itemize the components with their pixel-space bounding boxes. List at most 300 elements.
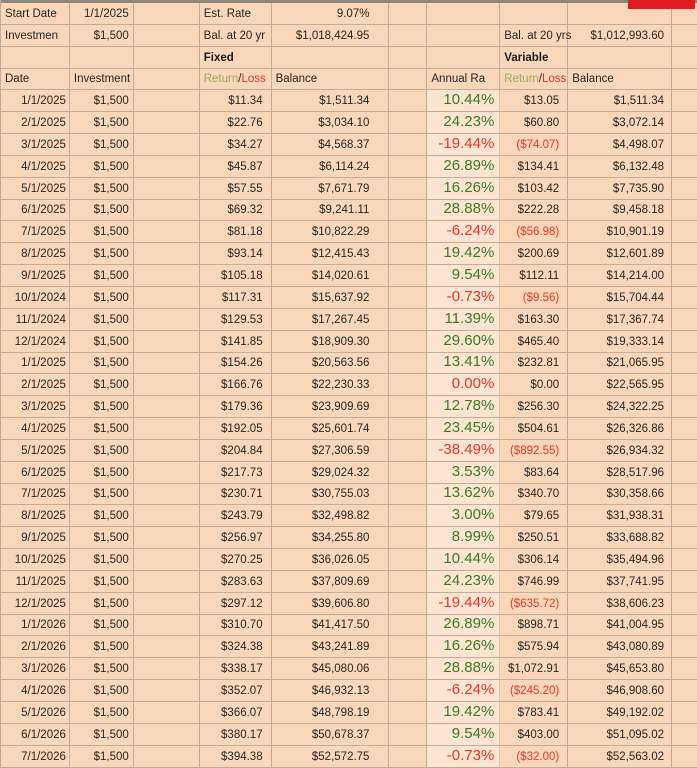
- cell-date[interactable]: 12/1/2025: [1, 593, 70, 614]
- cell-empty[interactable]: [389, 112, 427, 133]
- cell-variable-balance[interactable]: $15,704.44: [568, 287, 672, 308]
- cell-empty[interactable]: [672, 418, 697, 439]
- col-header-fixed-return-loss[interactable]: [200, 69, 272, 90]
- cell-fixed-return[interactable]: $204.84: [200, 440, 272, 461]
- cell-variable-return[interactable]: $79.65: [500, 505, 568, 526]
- cell-annual-rate[interactable]: 9.54%: [427, 265, 500, 286]
- cell-fixed-return[interactable]: $338.17: [200, 658, 272, 679]
- cell-fixed-return[interactable]: $297.12: [200, 593, 272, 614]
- cell-variable-return[interactable]: $746.99: [500, 571, 568, 592]
- cell-fixed-balance[interactable]: $17,267.45: [272, 309, 390, 330]
- col-header-fixed-balance[interactable]: Balance: [272, 69, 390, 90]
- cell-investment[interactable]: $1,500: [70, 418, 134, 439]
- cell-fixed-return[interactable]: $81.18: [200, 221, 272, 242]
- cell-investment[interactable]: $1,500: [70, 353, 134, 374]
- cell-investment[interactable]: $1,500: [70, 527, 134, 548]
- cell-investment[interactable]: $1,500: [70, 243, 134, 264]
- cell-annual-rate[interactable]: 13.62%: [427, 484, 500, 505]
- cell-fixed-return[interactable]: $217.73: [200, 462, 272, 483]
- cell-empty[interactable]: [134, 90, 200, 111]
- cell-start-date-label[interactable]: Start Date: [1, 3, 70, 24]
- cell-empty[interactable]: [389, 571, 427, 592]
- cell-fixed-balance[interactable]: $50,678.37: [272, 724, 390, 745]
- cell-empty[interactable]: [427, 3, 500, 24]
- cell-date[interactable]: 7/1/2026: [1, 746, 70, 767]
- cell-fixed-balance[interactable]: $39,606.80: [272, 593, 390, 614]
- cell-fixed-return[interactable]: $270.25: [200, 549, 272, 570]
- cell-annual-rate[interactable]: 8.99%: [427, 527, 500, 548]
- cell-empty[interactable]: [427, 47, 500, 68]
- cell-fixed-return[interactable]: $154.26: [200, 353, 272, 374]
- cell-investment[interactable]: $1,500: [70, 331, 134, 352]
- cell-annual-rate[interactable]: 26.89%: [427, 156, 500, 177]
- cell-fixed-balance[interactable]: $52,572.75: [272, 746, 390, 767]
- cell-fixed-balance[interactable]: $15,637.92: [272, 287, 390, 308]
- cell-fixed-return[interactable]: $166.76: [200, 374, 272, 395]
- cell-empty[interactable]: [134, 484, 200, 505]
- cell-date[interactable]: 3/1/2025: [1, 396, 70, 417]
- cell-fixed-balance[interactable]: $18,909.30: [272, 331, 390, 352]
- cell-empty[interactable]: [134, 243, 200, 264]
- cell-est-rate-label[interactable]: Est. Rate: [200, 3, 272, 24]
- cell-empty[interactable]: [389, 265, 427, 286]
- cell-fixed-balance[interactable]: $3,034.10: [272, 112, 390, 133]
- cell-annual-rate[interactable]: -19.44%: [427, 134, 500, 155]
- cell-date[interactable]: 1/1/2026: [1, 615, 70, 636]
- col-header-annual-rate[interactable]: Annual Ra: [427, 69, 500, 90]
- cell-empty[interactable]: [568, 47, 672, 68]
- cell-empty[interactable]: [389, 527, 427, 548]
- cell-empty[interactable]: [672, 636, 697, 657]
- cell-empty[interactable]: [134, 134, 200, 155]
- cell-fixed-balance[interactable]: $41,417.50: [272, 615, 390, 636]
- cell-variable-return[interactable]: $60.80: [500, 112, 568, 133]
- cell-fixed-return[interactable]: $34.27: [200, 134, 272, 155]
- cell-empty[interactable]: [134, 287, 200, 308]
- col-header-date[interactable]: Date: [1, 69, 70, 90]
- cell-empty[interactable]: [389, 353, 427, 374]
- cell-annual-rate[interactable]: -6.24%: [427, 680, 500, 701]
- cell-fixed-return[interactable]: $57.55: [200, 178, 272, 199]
- cell-investment[interactable]: $1,500: [70, 702, 134, 723]
- cell-fixed-return[interactable]: $230.71: [200, 484, 272, 505]
- cell-fixed-return[interactable]: $22.76: [200, 112, 272, 133]
- cell-variable-balance[interactable]: $37,741.95: [568, 571, 672, 592]
- cell-empty[interactable]: [672, 440, 697, 461]
- cell-date[interactable]: 6/1/2025: [1, 200, 70, 221]
- cell-investment[interactable]: $1,500: [70, 549, 134, 570]
- cell-annual-rate[interactable]: 9.54%: [427, 724, 500, 745]
- cell-variable-return[interactable]: ($892.55): [500, 440, 568, 461]
- cell-investment-value[interactable]: $1,500: [70, 25, 134, 46]
- cell-empty[interactable]: [389, 746, 427, 767]
- cell-empty[interactable]: [672, 462, 697, 483]
- cell-variable-return[interactable]: $163.30: [500, 309, 568, 330]
- cell-investment[interactable]: $1,500: [70, 200, 134, 221]
- cell-fixed-return[interactable]: $243.79: [200, 505, 272, 526]
- cell-empty[interactable]: [389, 243, 427, 264]
- cell-annual-rate[interactable]: 19.42%: [427, 702, 500, 723]
- cell-variable-return[interactable]: ($56.98): [500, 221, 568, 242]
- cell-date[interactable]: 8/1/2025: [1, 243, 70, 264]
- cell-empty[interactable]: [672, 593, 697, 614]
- cell-variable-return[interactable]: $134.41: [500, 156, 568, 177]
- cell-empty[interactable]: [134, 549, 200, 570]
- cell-variable-return[interactable]: $1,072.91: [500, 658, 568, 679]
- cell-variable-return[interactable]: $575.94: [500, 636, 568, 657]
- cell-empty[interactable]: [389, 724, 427, 745]
- cell-variable-balance[interactable]: $28,517.96: [568, 462, 672, 483]
- cell-empty[interactable]: [70, 47, 134, 68]
- cell-annual-rate[interactable]: 10.44%: [427, 549, 500, 570]
- cell-empty[interactable]: [672, 702, 697, 723]
- cell-empty[interactable]: [389, 505, 427, 526]
- cell-empty[interactable]: [272, 47, 390, 68]
- cell-variable-section-title[interactable]: Variable: [500, 47, 568, 68]
- cell-variable-balance[interactable]: $43,080.89: [568, 636, 672, 657]
- cell-empty[interactable]: [672, 615, 697, 636]
- cell-date[interactable]: 3/1/2026: [1, 658, 70, 679]
- cell-date[interactable]: 9/1/2025: [1, 527, 70, 548]
- cell-variable-balance[interactable]: $17,367.74: [568, 309, 672, 330]
- cell-empty[interactable]: [389, 549, 427, 570]
- cell-empty[interactable]: [134, 615, 200, 636]
- cell-empty[interactable]: [672, 309, 697, 330]
- cell-fixed-return[interactable]: $352.07: [200, 680, 272, 701]
- cell-investment[interactable]: $1,500: [70, 112, 134, 133]
- cell-empty[interactable]: [672, 69, 697, 90]
- cell-empty[interactable]: [389, 418, 427, 439]
- cell-empty[interactable]: [389, 396, 427, 417]
- cell-annual-rate[interactable]: 28.88%: [427, 200, 500, 221]
- cell-annual-rate[interactable]: 16.26%: [427, 178, 500, 199]
- cell-empty[interactable]: [389, 702, 427, 723]
- cell-empty[interactable]: [134, 680, 200, 701]
- cell-empty[interactable]: [389, 484, 427, 505]
- cell-date[interactable]: 9/1/2025: [1, 265, 70, 286]
- cell-empty[interactable]: [134, 47, 200, 68]
- cell-fixed-balance[interactable]: $20,563.56: [272, 353, 390, 374]
- cell-variable-balance[interactable]: $10,901.19: [568, 221, 672, 242]
- cell-annual-rate[interactable]: -0.73%: [427, 746, 500, 767]
- cell-empty[interactable]: [389, 178, 427, 199]
- cell-investment[interactable]: $1,500: [70, 680, 134, 701]
- cell-empty[interactable]: [389, 47, 427, 68]
- cell-investment[interactable]: $1,500: [70, 265, 134, 286]
- cell-investment[interactable]: $1,500: [70, 440, 134, 461]
- cell-fixed-return[interactable]: $380.17: [200, 724, 272, 745]
- cell-empty[interactable]: [389, 331, 427, 352]
- cell-empty[interactable]: [389, 134, 427, 155]
- cell-variable-balance[interactable]: $38,606.23: [568, 593, 672, 614]
- cell-fixed-return[interactable]: $69.32: [200, 200, 272, 221]
- cell-date[interactable]: 7/1/2025: [1, 221, 70, 242]
- cell-date[interactable]: 4/1/2025: [1, 156, 70, 177]
- cell-variable-return[interactable]: $403.00: [500, 724, 568, 745]
- cell-fixed-balance[interactable]: $9,241.11: [272, 200, 390, 221]
- cell-fixed-balance[interactable]: $37,809.69: [272, 571, 390, 592]
- cell-fixed-return[interactable]: $179.36: [200, 396, 272, 417]
- cell-variable-return[interactable]: $0.00: [500, 374, 568, 395]
- cell-date[interactable]: 6/1/2025: [1, 462, 70, 483]
- cell-date[interactable]: 11/1/2024: [1, 309, 70, 330]
- cell-empty[interactable]: [389, 221, 427, 242]
- cell-empty[interactable]: [134, 527, 200, 548]
- cell-annual-rate[interactable]: 19.42%: [427, 243, 500, 264]
- cell-fixed-balance[interactable]: $27,306.59: [272, 440, 390, 461]
- cell-fixed-balance[interactable]: $34,255.80: [272, 527, 390, 548]
- cell-variable-return[interactable]: $898.71: [500, 615, 568, 636]
- cell-empty[interactable]: [134, 221, 200, 242]
- cell-empty[interactable]: [389, 462, 427, 483]
- cell-empty[interactable]: [672, 396, 697, 417]
- cell-empty[interactable]: [134, 746, 200, 767]
- cell-empty[interactable]: [672, 353, 697, 374]
- cell-variable-balance[interactable]: $51,095.02: [568, 724, 672, 745]
- cell-investment[interactable]: $1,500: [70, 484, 134, 505]
- cell-annual-rate[interactable]: 24.23%: [427, 112, 500, 133]
- cell-empty[interactable]: [427, 25, 500, 46]
- cell-investment[interactable]: $1,500: [70, 309, 134, 330]
- col-header-variable-return-loss[interactable]: [500, 69, 568, 90]
- cell-empty[interactable]: [672, 549, 697, 570]
- cell-date[interactable]: 5/1/2025: [1, 178, 70, 199]
- cell-variable-balance[interactable]: $6,132.48: [568, 156, 672, 177]
- cell-fixed-balance[interactable]: $12,415.43: [272, 243, 390, 264]
- cell-investment[interactable]: $1,500: [70, 636, 134, 657]
- cell-investment[interactable]: $1,500: [70, 287, 134, 308]
- cell-fixed-balance[interactable]: $30,755.03: [272, 484, 390, 505]
- cell-annual-rate[interactable]: -6.24%: [427, 221, 500, 242]
- cell-fixed-balance[interactable]: $22,230.33: [272, 374, 390, 395]
- cell-fixed-return[interactable]: $324.38: [200, 636, 272, 657]
- cell-empty[interactable]: [389, 680, 427, 701]
- cell-variable-balance[interactable]: $31,938.31: [568, 505, 672, 526]
- cell-empty[interactable]: [389, 25, 427, 46]
- cell-date[interactable]: 1/1/2025: [1, 353, 70, 374]
- cell-fixed-balance[interactable]: $10,822.29: [272, 221, 390, 242]
- cell-variable-balance[interactable]: $9,458.18: [568, 200, 672, 221]
- cell-variable-balance[interactable]: $3,072.14: [568, 112, 672, 133]
- cell-investment[interactable]: $1,500: [70, 178, 134, 199]
- cell-empty[interactable]: [134, 200, 200, 221]
- cell-empty[interactable]: [500, 3, 568, 24]
- cell-variable-return[interactable]: $340.70: [500, 484, 568, 505]
- cell-date[interactable]: 1/1/2025: [1, 90, 70, 111]
- cell-empty[interactable]: [134, 440, 200, 461]
- cell-empty[interactable]: [672, 243, 697, 264]
- cell-investment[interactable]: $1,500: [70, 658, 134, 679]
- cell-empty[interactable]: [389, 287, 427, 308]
- cell-investment[interactable]: $1,500: [70, 746, 134, 767]
- cell-investment[interactable]: $1,500: [70, 134, 134, 155]
- cell-fixed-return[interactable]: $394.38: [200, 746, 272, 767]
- cell-empty[interactable]: [389, 658, 427, 679]
- cell-fixed-balance[interactable]: $48,798.19: [272, 702, 390, 723]
- cell-fixed-section-title[interactable]: Fixed: [200, 47, 272, 68]
- cell-annual-rate[interactable]: 3.00%: [427, 505, 500, 526]
- cell-empty[interactable]: [672, 374, 697, 395]
- cell-empty[interactable]: [134, 353, 200, 374]
- cell-fixed-return[interactable]: $129.53: [200, 309, 272, 330]
- cell-fixed-balance[interactable]: $1,511.34: [272, 90, 390, 111]
- cell-fixed-return[interactable]: $45.87: [200, 156, 272, 177]
- cell-fixed-balance[interactable]: $29,024.32: [272, 462, 390, 483]
- cell-empty[interactable]: [672, 265, 697, 286]
- cell-variable-balance[interactable]: $4,498.07: [568, 134, 672, 155]
- cell-variable-balance[interactable]: $22,565.95: [568, 374, 672, 395]
- cell-fixed-return[interactable]: $256.97: [200, 527, 272, 548]
- cell-annual-rate[interactable]: 11.39%: [427, 309, 500, 330]
- cell-variable-balance[interactable]: $30,358.66: [568, 484, 672, 505]
- cell-date[interactable]: 5/1/2025: [1, 440, 70, 461]
- cell-fixed-return[interactable]: $11.34: [200, 90, 272, 111]
- cell-empty[interactable]: [672, 90, 697, 111]
- cell-variable-balance[interactable]: $24,322.25: [568, 396, 672, 417]
- cell-fixed-balance[interactable]: $23,909.69: [272, 396, 390, 417]
- cell-investment[interactable]: $1,500: [70, 724, 134, 745]
- cell-variable-return[interactable]: ($9.56): [500, 287, 568, 308]
- cell-investment[interactable]: $1,500: [70, 571, 134, 592]
- cell-variable-balance[interactable]: $19,333.14: [568, 331, 672, 352]
- cell-est-rate-value[interactable]: 9.07%: [272, 3, 390, 24]
- cell-fixed-return[interactable]: $105.18: [200, 265, 272, 286]
- cell-variable-balance[interactable]: $35,494.96: [568, 549, 672, 570]
- cell-variable-return[interactable]: $232.81: [500, 353, 568, 374]
- cell-variable-return[interactable]: ($635.72): [500, 593, 568, 614]
- cell-date[interactable]: 2/1/2025: [1, 374, 70, 395]
- cell-investment[interactable]: $1,500: [70, 221, 134, 242]
- cell-variable-return[interactable]: $306.14: [500, 549, 568, 570]
- cell-date[interactable]: 11/1/2025: [1, 571, 70, 592]
- cell-empty[interactable]: [672, 178, 697, 199]
- cell-variable-return[interactable]: $465.40: [500, 331, 568, 352]
- cell-fixed-return[interactable]: $283.63: [200, 571, 272, 592]
- cell-annual-rate[interactable]: 0.00%: [427, 374, 500, 395]
- cell-fixed-balance[interactable]: $7,671.79: [272, 178, 390, 199]
- cell-empty[interactable]: [672, 680, 697, 701]
- cell-fixed-balance[interactable]: $25,601.74: [272, 418, 390, 439]
- cell-fixed-balance[interactable]: $32,498.82: [272, 505, 390, 526]
- cell-fixed-return[interactable]: $141.85: [200, 331, 272, 352]
- cell-date[interactable]: 12/1/2024: [1, 331, 70, 352]
- cell-empty[interactable]: [672, 221, 697, 242]
- cell-empty[interactable]: [134, 505, 200, 526]
- cell-empty[interactable]: [672, 156, 697, 177]
- cell-annual-rate[interactable]: 24.23%: [427, 571, 500, 592]
- cell-date[interactable]: 6/1/2026: [1, 724, 70, 745]
- cell-investment[interactable]: $1,500: [70, 615, 134, 636]
- cell-date[interactable]: 7/1/2025: [1, 484, 70, 505]
- cell-investment[interactable]: $1,500: [70, 505, 134, 526]
- cell-variable-return[interactable]: $222.28: [500, 200, 568, 221]
- cell-empty[interactable]: [389, 3, 427, 24]
- cell-variable-return[interactable]: ($245.20): [500, 680, 568, 701]
- cell-empty[interactable]: [134, 418, 200, 439]
- cell-annual-rate[interactable]: 29.60%: [427, 331, 500, 352]
- cell-date[interactable]: 4/1/2026: [1, 680, 70, 701]
- cell-empty[interactable]: [134, 309, 200, 330]
- cell-date[interactable]: 4/1/2025: [1, 418, 70, 439]
- cell-empty[interactable]: [134, 69, 200, 90]
- cell-investment[interactable]: $1,500: [70, 396, 134, 417]
- cell-fixed-return[interactable]: $192.05: [200, 418, 272, 439]
- cell-date[interactable]: 10/1/2024: [1, 287, 70, 308]
- cell-variable-balance[interactable]: $45,653.80: [568, 658, 672, 679]
- cell-empty[interactable]: [134, 702, 200, 723]
- cell-empty[interactable]: [672, 505, 697, 526]
- cell-annual-rate[interactable]: 13.41%: [427, 353, 500, 374]
- cell-variable-balance[interactable]: $26,934.32: [568, 440, 672, 461]
- cell-empty[interactable]: [389, 593, 427, 614]
- cell-empty[interactable]: [389, 309, 427, 330]
- cell-empty[interactable]: [1, 47, 70, 68]
- cell-empty[interactable]: [389, 615, 427, 636]
- cell-annual-rate[interactable]: -38.49%: [427, 440, 500, 461]
- cell-empty[interactable]: [672, 527, 697, 548]
- cell-empty[interactable]: [672, 331, 697, 352]
- cell-investment[interactable]: $1,500: [70, 593, 134, 614]
- cell-empty[interactable]: [672, 200, 697, 221]
- cell-variable-balance[interactable]: $41,004.95: [568, 615, 672, 636]
- cell-annual-rate[interactable]: -0.73%: [427, 287, 500, 308]
- cell-empty[interactable]: [134, 178, 200, 199]
- cell-variable-balance[interactable]: $12,601.89: [568, 243, 672, 264]
- cell-annual-rate[interactable]: 10.44%: [427, 90, 500, 111]
- cell-empty[interactable]: [134, 374, 200, 395]
- cell-fixed-return[interactable]: $93.14: [200, 243, 272, 264]
- cell-empty[interactable]: [134, 724, 200, 745]
- cell-fixed-balance[interactable]: $46,932.13: [272, 680, 390, 701]
- cell-fixed-balance[interactable]: $45,080.06: [272, 658, 390, 679]
- cell-empty[interactable]: [672, 112, 697, 133]
- cell-variable-balance[interactable]: $49,192.02: [568, 702, 672, 723]
- cell-empty[interactable]: [134, 571, 200, 592]
- cell-investment-label[interactable]: Investmen: [1, 25, 70, 46]
- cell-variable-return[interactable]: $13.05: [500, 90, 568, 111]
- cell-empty[interactable]: [134, 396, 200, 417]
- cell-fixed-bal20-label[interactable]: Bal. at 20 yr: [200, 25, 272, 46]
- cell-empty[interactable]: [389, 374, 427, 395]
- cell-date[interactable]: 5/1/2026: [1, 702, 70, 723]
- cell-annual-rate[interactable]: 12.78%: [427, 396, 500, 417]
- cell-variable-balance[interactable]: $1,511.34: [568, 90, 672, 111]
- cell-variable-return[interactable]: $504.61: [500, 418, 568, 439]
- cell-annual-rate[interactable]: 3.53%: [427, 462, 500, 483]
- col-header-variable-balance[interactable]: Balance: [568, 69, 672, 90]
- cell-start-date-value[interactable]: 1/1/2025: [70, 3, 134, 24]
- cell-variable-return[interactable]: ($74.07): [500, 134, 568, 155]
- cell-annual-rate[interactable]: 23.45%: [427, 418, 500, 439]
- cell-empty[interactable]: [672, 25, 697, 46]
- cell-variable-return[interactable]: $200.69: [500, 243, 568, 264]
- cell-investment[interactable]: $1,500: [70, 374, 134, 395]
- cell-date[interactable]: 2/1/2026: [1, 636, 70, 657]
- cell-empty[interactable]: [672, 724, 697, 745]
- cell-fixed-balance[interactable]: $6,114.24: [272, 156, 390, 177]
- cell-date[interactable]: 2/1/2025: [1, 112, 70, 133]
- cell-variable-balance[interactable]: $26,326.86: [568, 418, 672, 439]
- cell-empty[interactable]: [389, 156, 427, 177]
- cell-empty[interactable]: [134, 3, 200, 24]
- cell-empty[interactable]: [672, 47, 697, 68]
- cell-annual-rate[interactable]: 26.89%: [427, 615, 500, 636]
- cell-annual-rate[interactable]: 28.88%: [427, 658, 500, 679]
- cell-date[interactable]: 8/1/2025: [1, 505, 70, 526]
- cell-empty[interactable]: [672, 746, 697, 767]
- cell-empty[interactable]: [134, 112, 200, 133]
- cell-empty[interactable]: [389, 90, 427, 111]
